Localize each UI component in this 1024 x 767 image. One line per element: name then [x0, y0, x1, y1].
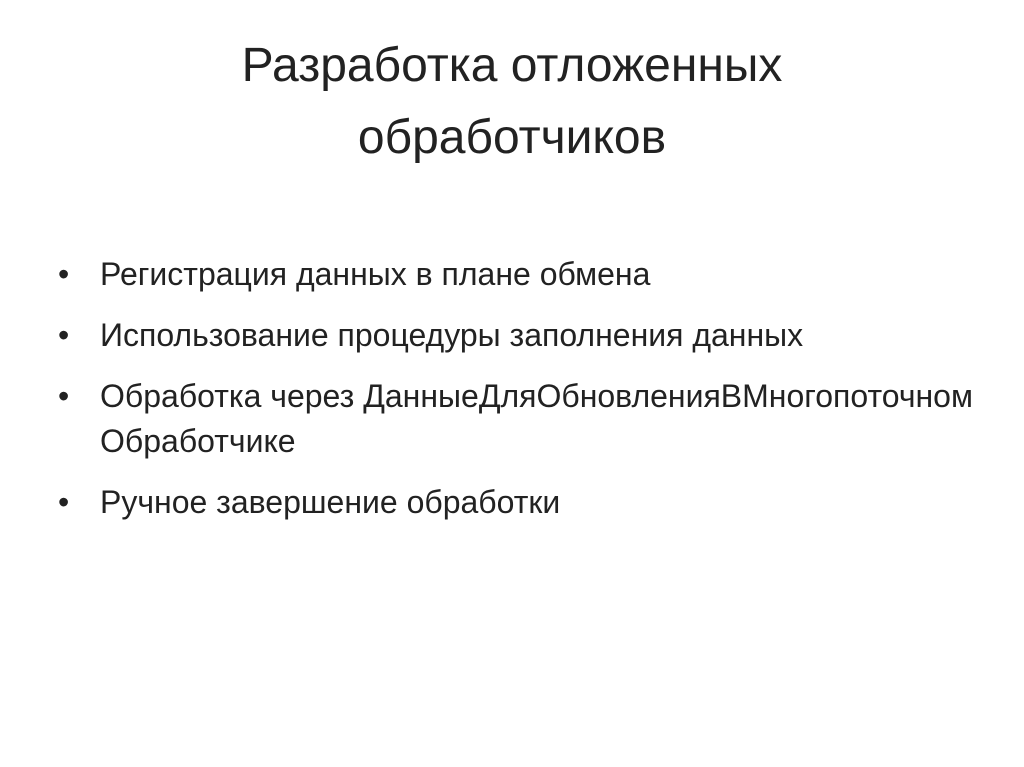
- list-item: [58, 480, 978, 525]
- slide-title: Разработка отложенных обработчиков: [241, 39, 783, 164]
- bullet-icon: •: [58, 256, 70, 292]
- bullet-icon: •: [58, 378, 70, 414]
- bullet-icon: •: [58, 317, 70, 353]
- bullet-icon: •: [58, 484, 70, 520]
- list-item: [58, 374, 978, 464]
- bullet-list: [58, 252, 978, 541]
- list-item: [58, 313, 978, 358]
- list-item: [58, 252, 978, 297]
- bullet-text: Использование процедуры заполнения данных: [100, 317, 804, 353]
- bullet-text: Ручное завершение обработки: [100, 484, 561, 520]
- bullet-text: Регистрация данных в плане обмена: [100, 256, 651, 292]
- bullet-text: Обработка через ДанныеДляОбновленияВМногопоточномОбработчике: [100, 378, 973, 459]
